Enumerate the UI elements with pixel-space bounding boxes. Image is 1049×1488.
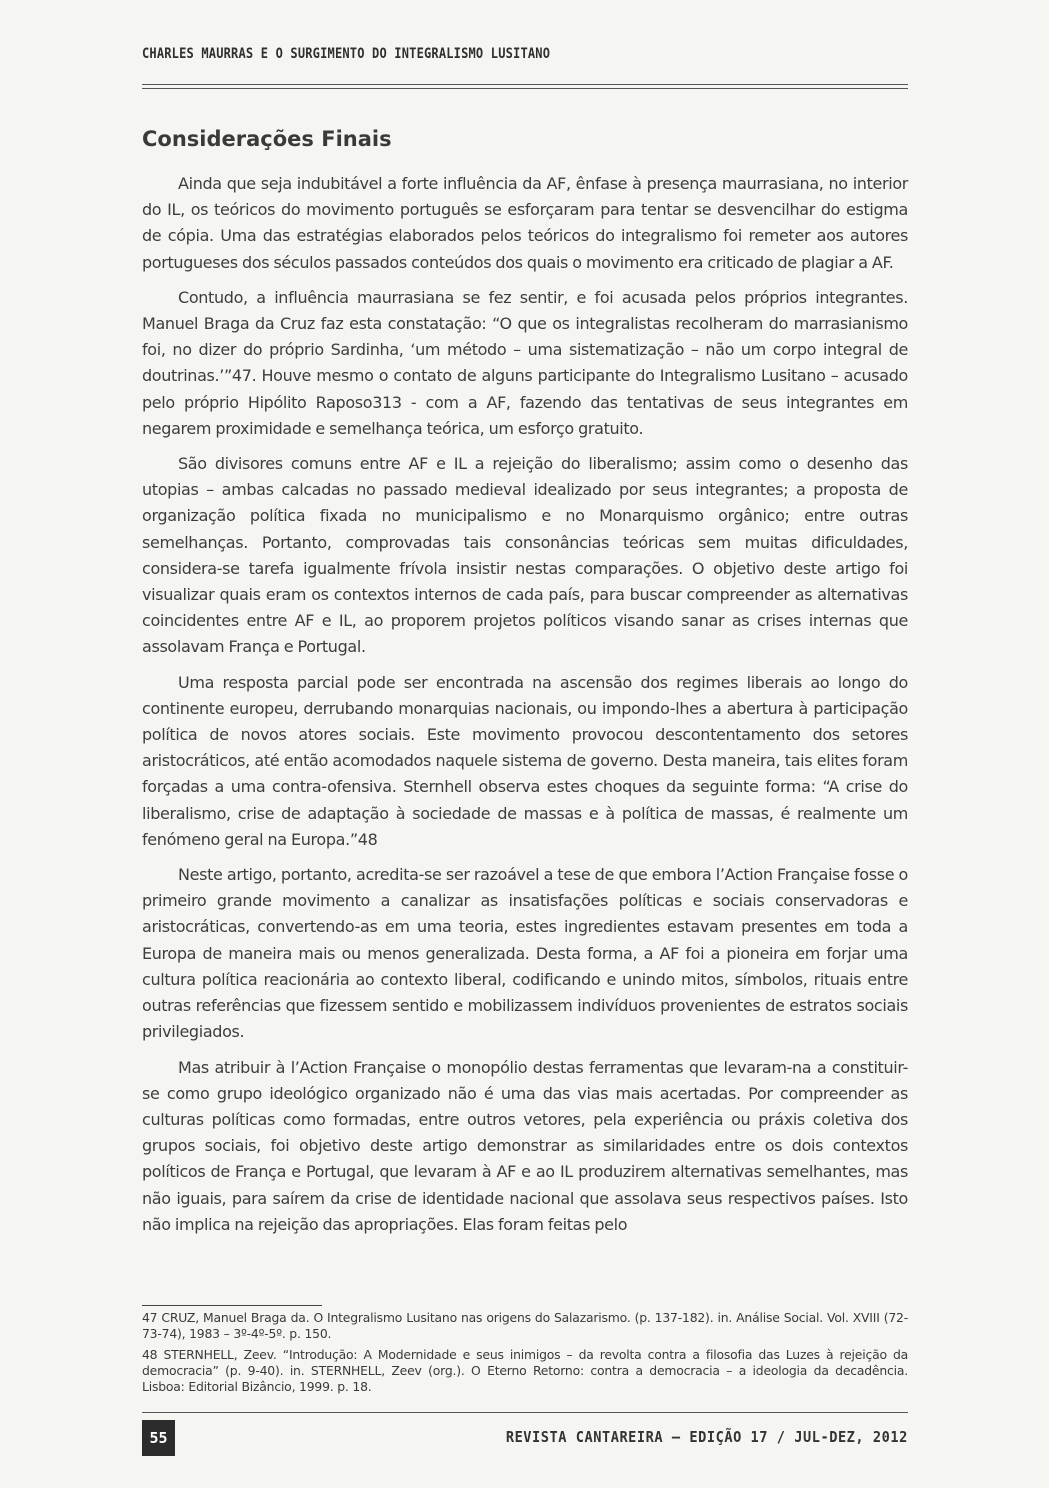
footer-rule xyxy=(142,1412,908,1413)
page-number: 55 xyxy=(142,1420,175,1456)
header-rule-top xyxy=(142,84,908,85)
paragraph-6: Mas atribuir à l’Action Française o monopólio destas ferramentas que levaram-na a constituir-se como grupo ideológico organizado não é uma das vias mais acertadas. Por compreender as culturas políticas como formadas, entre outros vetores, pela experiência ou práxis coletiva dos grupos sociais, foi objetivo deste artigo demonstrar as similaridades entre os dois contextos políticos de França e Portugal, que levaram à AF e ao IL produzirem alternativas semelhantes, mas não iguais, para saírem da crise de identidade nacional que assolava seus respectivos países. Isto não implica na rejeição das apropriações. Elas foram feitas pelo xyxy=(142,1057,908,1234)
running-head: CHARLES MAURRAS E O SURGIMENTO DO INTEGRALISMO LUSITANO xyxy=(142,46,551,62)
paragraph-3: São divisores comuns entre AF e IL a rejeição do liberalismo; assim como o desenho das utopias – ambas calcadas no passado medieval idealizado por seus integrantes; a proposta de organização política fixada no municipalismo e no Monarquismo orgânico; entre outras semelhanças. Portanto, comprovadas tais consonâncias teóricas sem muitas dificuldades, considera-se tarefa igualmente frívola insistir nestas comparações. O objetivo deste artigo foi visualizar quais eram os contextos internos de cada país, para buscar compreender as alternativas coincidentes entre AF e IL, ao proporem projetos políticos visando sanar as crises internas que assolavam França e Portugal. xyxy=(142,454,908,657)
paragraph-2: Contudo, a influência maurrasiana se fez sentir, e foi acusada pelos próprios integrantes. Manuel Braga da Cruz faz esta constatação: “O que os integralistas recolheram do marrasianismo foi, no dizer do próprio Sardinha, ‘um método – uma sistematização – não um corpo integral de doutrinas.’”47. Houve mesmo o contato de alguns participante do Integralismo Lusitano – acusado pelo próprio Hipólito Raposo313 - com a AF, fazendo das tentativas de seus integrantes em negarem proximidade e semelhança teórica, um esforço gratuito. xyxy=(142,287,908,438)
footnote-47: 47 CRUZ, Manuel Braga da. O Integralismo Lusitano nas origens do Salazarismo. (p. 137-182). in. Análise Social. Vol. XVIII (72-73-74), 1983 – 3º-4º-5º. p. 150. xyxy=(142,1310,908,1341)
paragraph-1: Ainda que seja indubitável a forte influência da AF, ênfase à presença maurrasiana, no interior do IL, os teóricos do movimento português se esforçaram para tentar se desvencilhar do estigma de cópia. Uma das estratégias elaborados pelos teóricos do integralismo foi remeter aos autores portugueses dos séculos passados conteúdos dos quais o movimento era criticado de plagiar a AF. xyxy=(142,174,908,272)
paragraph-5: Neste artigo, portanto, acredita-se ser razoável a tese de que embora l’Action Française fosse o primeiro grande movimento a canalizar as insatisfações políticas e sociais conservadoras e aristocráticas, convertendo-as em uma teoria, estes ingredientes estavam presentes em toda a Europa de maneira mais ou menos generalizada. Desta forma, a AF foi a pioneira em forjar uma cultura política reacionária ao contexto liberal, codificando e unindo mitos, símbolos, rituais entre outras referências que fizessem sentido e mobilizassem indivíduos provenientes de estratos sociais privilegiados. xyxy=(142,865,908,1042)
footnote-48: 48 STERNHELL, Zeev. “Introdução: A Modernidade e seus inimigos – da revolta contra a filosofia das Luzes à rejeição da democracia” (p. 9-40). in. STERNHELL, Zeev (org.). O Eterno Retorno: contra a democracia – a ideologia da decadência. Lisboa: Editorial Bizâncio, 1999. p. 18. xyxy=(142,1347,908,1394)
section-title: Considerações Finais xyxy=(142,127,392,151)
paragraph-4: Uma resposta parcial pode ser encontrada na ascensão dos regimes liberais ao longo do continente europeu, derrubando monarquias nacionais, ou impondo-lhes a abertura à participação política de novos atores sociais. Este movimento provocou descontentamento dos setores aristocráticos, até então acomodados naquele sistema de governo. Desta maneira, tais elites foram forçadas a uma contra-ofensiva. Sternhell observa estes choques da seguinte forma: “A crise do liberalismo, crise de adaptação à sociedade de massas e à política de massas, é realmente um fenómeno geral na Europa.”48 xyxy=(142,672,908,849)
footnotes xyxy=(142,1310,908,1400)
footnote-separator xyxy=(142,1305,322,1306)
body-text xyxy=(142,171,908,1237)
header-rule-bottom xyxy=(142,88,908,89)
journal-footer: REVISTA CANTAREIRA – EDIÇÃO 17 / JUL-DEZ, 2012 xyxy=(505,1428,908,1446)
